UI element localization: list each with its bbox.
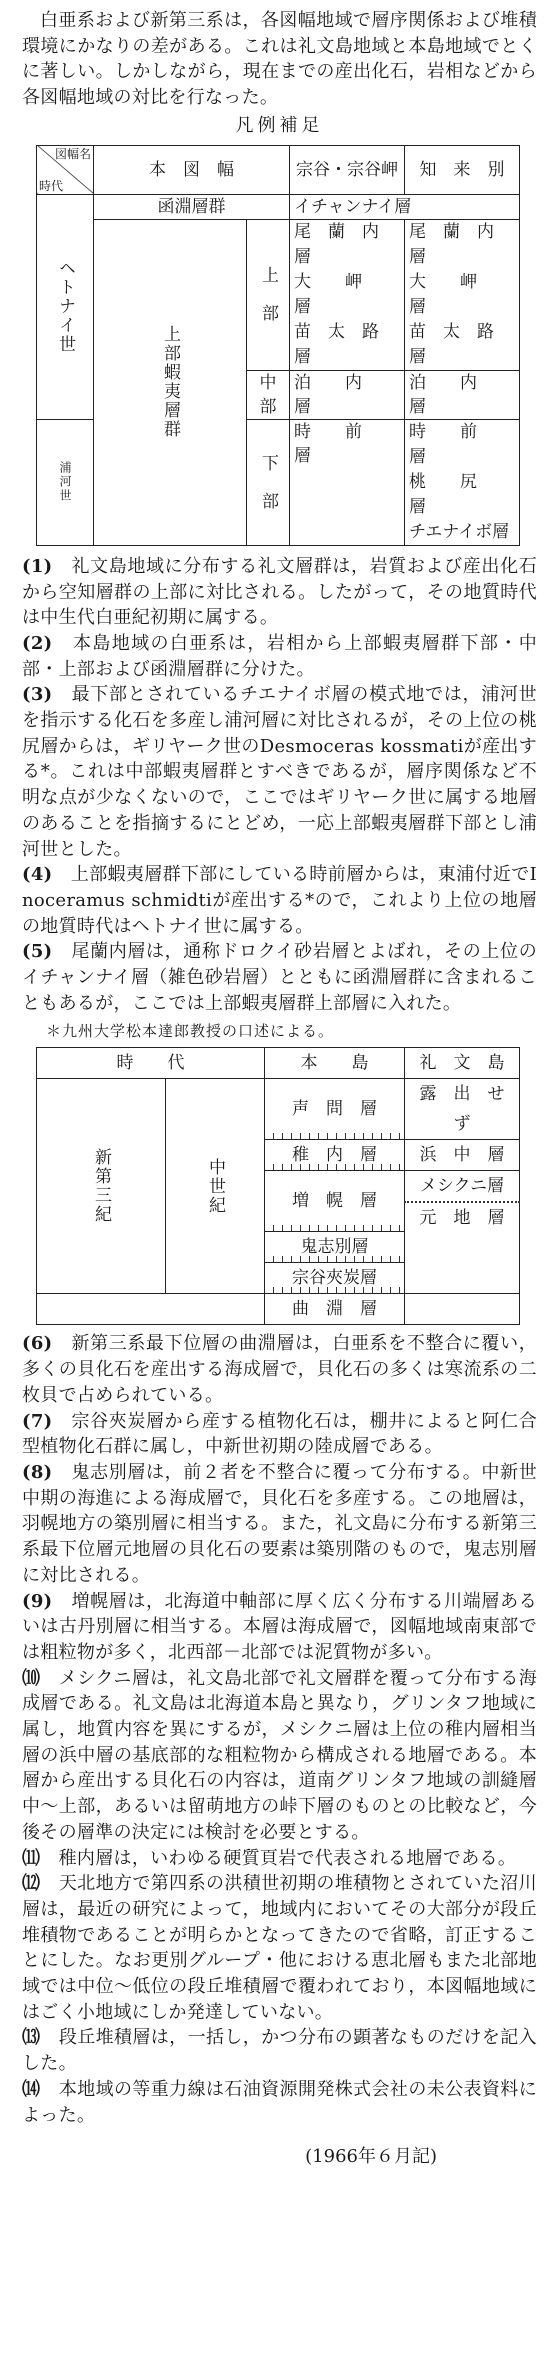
note-9: (9) 増幌層は，北海道中軸部に厚く広く分布する川端層あるいは古丹別層に相当する。本層は海成層で，図幅地域南東部では粗粒物が多く，北西部－北部では泥質物が多い。 [22, 1590, 537, 1663]
neogene-correlation-table [36, 1047, 520, 1325]
col-header-chirai: 知 来 別 [405, 145, 520, 194]
upper-chirai-cell [405, 219, 520, 370]
notes-list-1 [22, 554, 537, 1017]
notes-list-2 [22, 1331, 537, 2128]
formation-naeturo: 苗 太 路 層 [409, 321, 511, 367]
sub-upper: 上 部 [247, 219, 290, 370]
lower-soya: 時 前 層 [290, 419, 405, 545]
rebun-empty-cell [405, 1294, 520, 1325]
note-2: (2) 本島地域の白亜系は，岩相から上部蝦夷層群下部・中部・上部および函淵層群に分けた。 [22, 632, 537, 680]
note-4: (4) 上部蝦夷層群下部にしている時前層からは，東浦付近でInoceramus schmidtiが産出する*ので，これより上位の地層の地質時代はヘトナイ世に属する。 [22, 864, 537, 937]
document-page [22, 8, 537, 2168]
formation-oomisaki: 大 岬 層 [294, 271, 396, 317]
formation-momojiri: 桃 尻 層 [409, 471, 511, 517]
formation-oranai: 尾 蘭 内 層 [294, 221, 396, 267]
legend-supplement-table [36, 145, 520, 546]
period-hetonai: ヘトナイ世 [37, 194, 94, 419]
formation-wakkanai: 稚 内 層 [265, 1140, 405, 1171]
formation-magaribuchi: 曲 淵 層 [265, 1294, 405, 1325]
note-10: ⑽ メシクニ層は，礼文島北部で礼文層群を覆って分布する海成層である。礼文島は北海道本島と異なり，グリンタフ地域に属し，地質内容を異にするが，メシクニ層は上位の稚内層相当層の浜中層の基底部的な粗粒物から構成される地層である。本層から産出する貝化石の内容は，道南グリンタフ地域の訓縫層中～上部，あるいは留萌地方の峠下層のものとの比較など，今後その層準の決定には検討を必要とする。 [22, 1667, 538, 1843]
era-neogene: 新第三紀 [37, 1079, 166, 1294]
note-14: ⒁ 本地域の等重力線は石油資源開発株式会社の未公表資料によった。 [22, 2078, 537, 2126]
note-8: (8) 鬼志別層は，前２者を不整合に覆って分布する。中新世中期の海進による海成層で，貝化石を多産する。この地層は，羽幌地方の築別層に相当する。また，礼文島に分布する新第三系最下位層元地層の貝化石の要素は築別階のもので，鬼志別層に対比される。 [22, 1461, 537, 1586]
corner-top-label: 図幅名 [54, 146, 91, 161]
rebun-not-exposed: 露 出 せ ず [405, 1079, 520, 1140]
note-6: (6) 新第三系最下位層の曲淵層は，白亜系を不整合に覆い，多くの貝化石を産出する海成層で，貝化石の多くは寒流系の二枚貝で占められている。 [22, 1333, 537, 1406]
note-11: ⑾ 稚内層は，いわゆる硬質頁岩で代表される地層である。 [22, 1847, 517, 1869]
formation-meshikuni: メシクニ層 [405, 1171, 520, 1203]
col-header-era: 時 代 [37, 1048, 265, 1079]
lower-chirai-cell [405, 419, 520, 545]
note-7: (7) 宗谷夾炭層から産する植物化石は，棚井によると阿仁合型植物化石群に属し，中新世初期の陸成層である。 [22, 1410, 537, 1458]
hakodate-group: 函淵層群 [94, 194, 290, 219]
table1-corner-cell [37, 145, 94, 194]
formation-hamanaka: 浜 中 層 [405, 1140, 520, 1171]
formation-chienaibo: チエナイボ層 [409, 521, 510, 542]
middle-soya: 泊 内 層 [290, 370, 405, 419]
note-12: ⑿ 天北地方で第四系の洪積世初期の堆積物とされていた沼川層は，最近の研究によって，地域内においてその大部分が段丘堆積物であることが明らかとなってきたので省略，訂正することにした。なお更別グループ・他における恵北層もまた北部地域では中位～低位の段丘堆積層で覆われており，本図幅地域にはごく小地域にしか発達していない。 [22, 1873, 537, 2023]
col-header-soya: 宗谷・宗谷岬 [290, 145, 405, 194]
table2-spacer [37, 1294, 265, 1325]
formation-masuhoro: 増 幌 層 [265, 1171, 405, 1232]
corner-bottom-label: 時代 [39, 178, 64, 193]
middle-chirai: 泊 内 層 [405, 370, 520, 419]
upper-soya-cell [290, 219, 405, 370]
upper-ezo-group: 上部蝦夷層群 [94, 219, 247, 545]
note-5: (5) 尾蘭内層は，通称ドロクイ砂岩層とよばれ，その上位のイチャンナイ層（雑色砂岩層）とともに函淵層群に含まれることもあるが，ここでは上部蝦夷層群上部層に入れた。 [22, 941, 537, 1014]
formation-oomisaki: 大 岬 層 [409, 271, 511, 317]
formation-naeturo: 苗 太 路 層 [294, 321, 396, 367]
sub-lower: 下 部 [247, 419, 290, 545]
intro-paragraph: 白亜系および新第三系は，各図幅地域で層序関係および堆積環境にかなりの差がある。これは礼文島地域と本島地域でとくに著しい。しかしながら，現在までの産出化石，岩相などから各図幅地域の対比を行なった。 [22, 10, 537, 109]
formation-tokimae: 時 前 層 [409, 421, 511, 467]
sub-middle: 中 部 [247, 370, 290, 419]
era-miocene: 中世紀 [166, 1079, 265, 1294]
ichiyanai-formation: イチャンナイ層 [290, 194, 520, 219]
table1-caption: 凡例補足 [235, 114, 324, 136]
formation-onishibetsu: 鬼志別層 [265, 1232, 405, 1263]
written-date: (1966年６月記) [305, 2146, 437, 2168]
note-13: ⒀ 段丘堆積層は，一括し，かつ分布の顕著なものだけを記入した。 [22, 2027, 537, 2075]
col-header-honzu: 本 図 幅 [94, 145, 290, 194]
note-1: (1) 礼文島地域に分布する礼文層群は，岩質および産出化石から空知層群の上部に対比される。したがって，その地質時代は中生代白亜紀初期に属する。 [22, 555, 537, 629]
footnote: ＊九州大学松本達郎教授の口述による。 [46, 1022, 335, 1041]
formation-motochi: 元 地 層 [405, 1202, 520, 1294]
period-urakawa: 浦河世 [37, 419, 94, 545]
formation-koetoi: 声 問 層 [265, 1079, 405, 1140]
formation-oranai: 尾 蘭 内 層 [409, 221, 511, 267]
formation-soya-coal: 宗谷夾炭層 [265, 1263, 405, 1294]
col-header-main-island: 本 島 [265, 1048, 405, 1079]
col-header-rebun: 礼 文 島 [405, 1048, 520, 1079]
note-3: (3) 最下部とされているチエナイボ層の模式地では，浦河世を指示する化石を多産し浦河層に対比されるが，その上位の桃尻層からは，ギリヤーク世のDesmoceras kossmatiが産出する*。これは中部蝦夷層群とすべきであるが，層序関係など不明な点が少なくないので，ここではギリヤーク世に属する地層のあることを指摘するにとどめ，一応上部蝦夷層群下部とし浦河世とした。 [22, 684, 537, 860]
